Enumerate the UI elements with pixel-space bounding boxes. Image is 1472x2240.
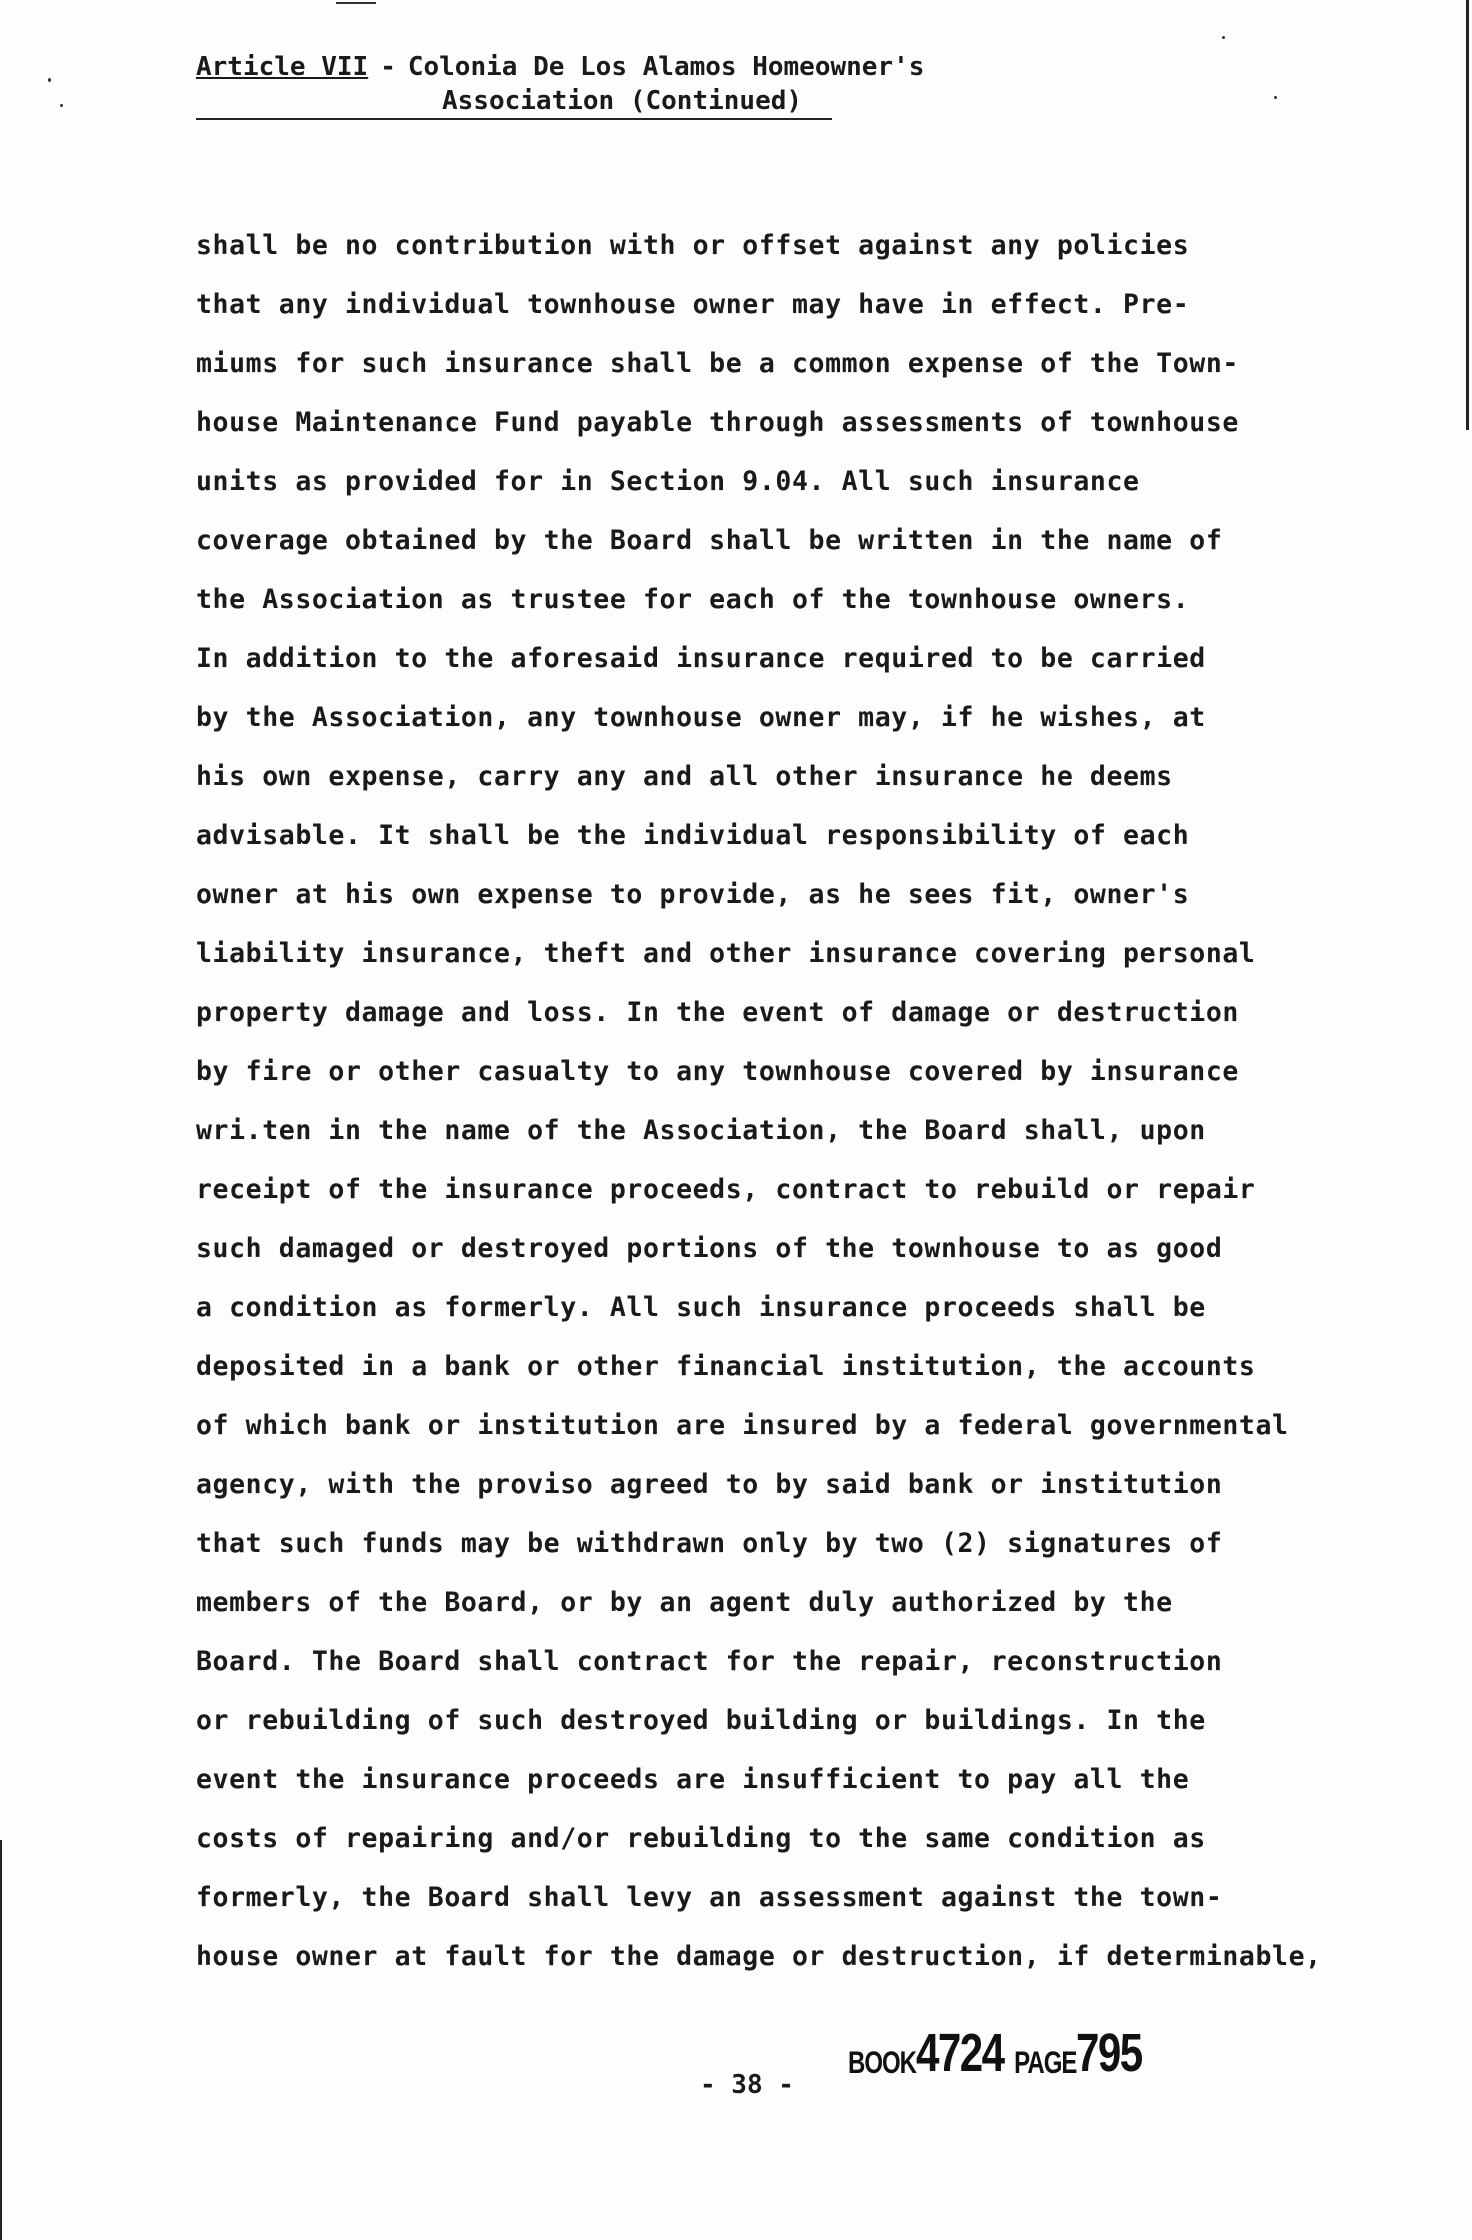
scan-edge-line [0,1840,2,2240]
scan-speck [1274,96,1277,99]
text-line: event the insurance proceeds are insufficient to pay all the [196,1764,1190,1795]
text-line: that any individual townhouse owner may have in effect. Pre- [196,289,1190,320]
text-line: members of the Board, or by an agent duly authorized by the [196,1587,1173,1618]
page-number: - 38 - [700,2070,794,2100]
scan-speck [336,2,376,4]
text-line: owner at his own expense to provide, as he sees fit, owner's [196,879,1190,910]
scan-speck [60,104,63,107]
text-line: units as provided for in Section 9.04. All such insurance [196,466,1140,497]
text-line: a condition as formerly. All such insurance proceeds shall be [196,1292,1206,1323]
text-line: coverage obtained by the Board shall be written in the name of [196,525,1223,556]
page-header [196,50,924,120]
text-line: that such funds may be withdrawn only by two (2) signatures of [196,1528,1223,1559]
text-line: deposited in a bank or other financial institution, the accounts [196,1351,1256,1382]
text-line: Board. The Board shall contract for the repair, reconstruction [196,1646,1223,1677]
text-line: shall be no contribution with or offset against any policies [196,230,1190,261]
page-label: PAGE [1014,2045,1077,2081]
book-number: 4724 [916,2023,1004,2083]
text-line: such damaged or destroyed portions of the townhouse to as good [196,1233,1223,1264]
text-line: property damage and loss. In the event of damage or destruction [196,997,1239,1028]
text-line: of which bank or institution are insured by a federal governmental [196,1410,1289,1441]
book-label: BOOK [848,2045,916,2081]
text-line: costs of repairing and/or rebuilding to the same condition as [196,1823,1206,1854]
book-page-stamp [848,2022,1160,2084]
text-line: by fire or other casualty to any townhouse covered by insurance [196,1056,1239,1087]
text-line: In addition to the aforesaid insurance required to be carried [196,643,1206,674]
text-line: receipt of the insurance proceeds, contract to rebuild or repair [196,1174,1256,1205]
scan-speck [1222,36,1225,39]
text-line: liability insurance, theft and other insurance covering personal [196,938,1256,969]
text-line: his own expense, carry any and all other insurance he deems [196,761,1173,792]
text-line: formerly, the Board shall levy an assessment against the town- [196,1882,1223,1913]
text-line: house Maintenance Fund payable through assessments of townhouse [196,407,1239,438]
text-line: advisable. It shall be the individual responsibility of each [196,820,1190,851]
text-line: house owner at fault for the damage or destruction, if determinable, [196,1941,1322,1972]
article-label: Article VII [196,52,369,82]
scan-edge-line [1466,0,1469,430]
text-line: by the Association, any townhouse owner may, if he wishes, at [196,702,1206,733]
header-title-line2: Association (Continued) [196,84,832,120]
text-line: or rebuilding of such destroyed building or buildings. In the [196,1705,1206,1736]
body-text [196,216,1396,1986]
text-line: agency, with the proviso agreed to by said bank or institution [196,1469,1223,1500]
text-line: the Association as trustee for each of the townhouse owners. [196,584,1190,615]
page-stamp-number: 795 [1076,2023,1142,2083]
text-line: wri.ten in the name of the Association, the Board shall, upon [196,1115,1206,1146]
header-dash: - [380,52,396,82]
scan-speck [48,78,51,82]
text-line: miums for such insurance shall be a common expense of the Town- [196,348,1239,379]
header-title-line1: Colonia De Los Alamos Homeowner's [407,52,925,82]
